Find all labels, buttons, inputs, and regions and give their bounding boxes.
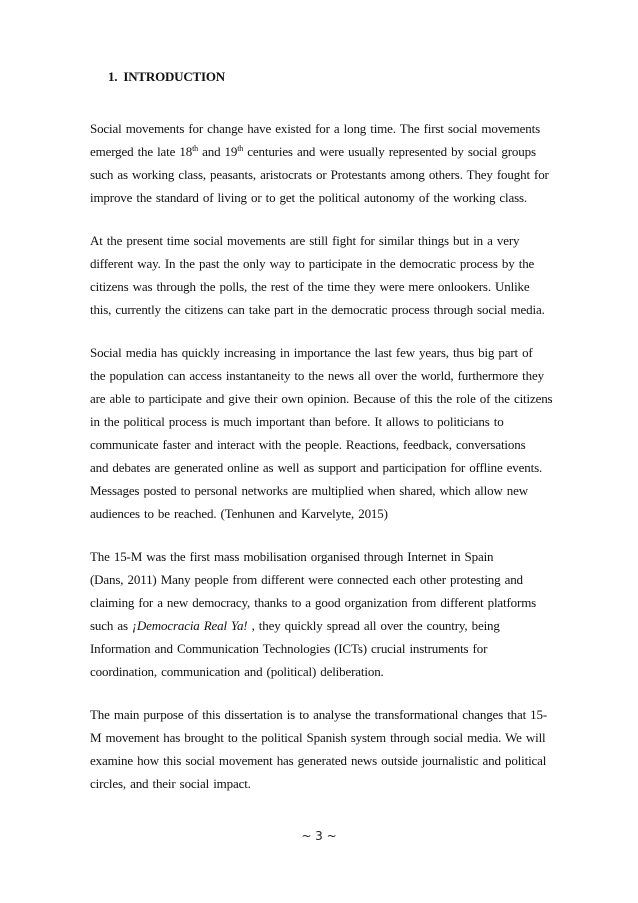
paragraph-2-line-4: this, currently the citizens can take part in the democratic process through social media. [90, 302, 545, 317]
paragraph-4-line-6: coordination, communication and (political) deliberation. [90, 664, 384, 679]
movement-name: ¡Democracia Real Ya! [131, 618, 248, 633]
paragraph-1-line-1: Social movements for change have existed for a long time. The first social movements [90, 121, 540, 136]
section-heading [108, 69, 225, 85]
paragraph-5-line-3: examine how this social movement has generated news outside journalistic and political [90, 753, 547, 768]
paragraph-2-line-3: citizens was through the polls, the rest of the time they were mere onlookers. Unlike [90, 279, 530, 294]
page-number: ~ 3 ~ [301, 829, 337, 843]
paragraph-5-line-1: The main purpose of this dissertation is to analyse the transformational changes that 15- [90, 707, 548, 722]
paragraph-3-line-5: communicate faster and interact with the people. Reactions, feedback, conversations [90, 437, 526, 452]
paragraph-1-line-4: improve the standard of living or to get the political autonomy of the working class. [90, 190, 528, 205]
paragraph-3-line-2: the population can access instantaneity to the news all over the world, furthermore they [90, 368, 544, 383]
paragraph-1-line-2: emerged the late 18th and 19th centuries and were usually represented by social groups [90, 144, 536, 159]
paragraph-4-line-1: The 15-M was the first mass mobilisation organised through Internet in Spain [90, 549, 494, 564]
paragraph-4-line-5: Information and Communication Technologies (ICTs) crucial instruments for [90, 641, 488, 656]
paragraph-3-line-3: are able to participate and give their own opinion. Because of this the role of the citizens [90, 391, 553, 406]
paragraph-4-line-4: such as ¡Democracia Real Ya! , they quickly spread all over the country, being [90, 618, 500, 633]
section-title: INTRODUCTION [123, 69, 225, 84]
paragraph-4-line-2: (Dans, 2011) Many people from different were connected each other protesting and [90, 572, 523, 587]
paragraph-3-line-4: in the political process is much important than before. It allows to politicians to [90, 414, 504, 429]
section-number: 1. [108, 69, 118, 84]
paragraph-1-line-3: such as working class, peasants, aristocrats or Protestants among others. They fought for [90, 167, 549, 182]
paragraph-5-line-2: M movement has brought to the political Spanish system through social media. We will [90, 730, 546, 745]
paragraph-2-line-2: different way. In the past the only way to participate in the democratic process by the [90, 256, 535, 271]
paragraph-5-line-4: circles, and their social impact. [90, 776, 251, 791]
paragraph-3-line-8: audiences to be reached. (Tenhunen and Karvelyte, 2015) [90, 506, 388, 521]
paragraph-3-line-7: Messages posted to personal networks are multiplied when shared, which allow new [90, 483, 529, 498]
paragraph-4-line-3: claiming for a new democracy, thanks to a good organization from different platforms [90, 595, 537, 610]
paragraph-3-line-6: and debates are generated online as well as support and participation for offline events. [90, 460, 543, 475]
paragraph-3-line-1: Social media has quickly increasing in importance the last few years, thus big part of [90, 345, 533, 360]
paragraph-2-line-1: At the present time social movements are still fight for similar things but in a very [90, 233, 520, 248]
